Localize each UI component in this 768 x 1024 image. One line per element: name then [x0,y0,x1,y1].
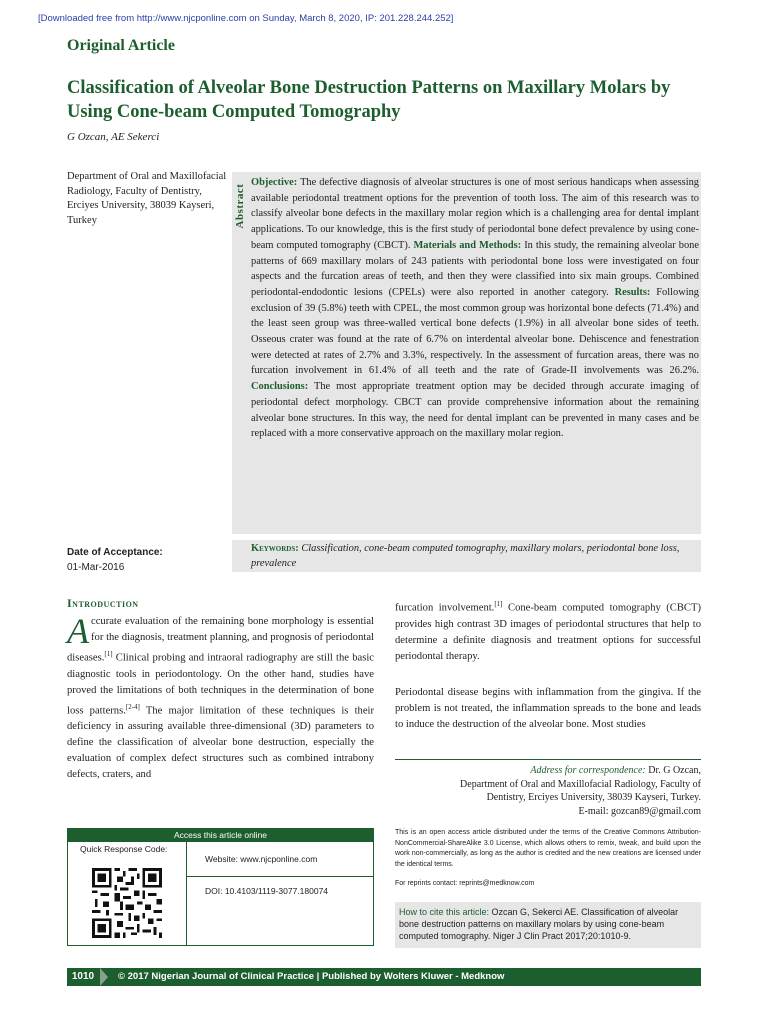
cite-label: How to cite this article: [399,907,490,917]
methods-text: In this study, the remaining alveolar bone patterns of 669 maxillary molars of 243 patients with periodontal bone loss were investigated on four aspects and the furcation areas of teeth, and then they were classified into six main groups. Combined periodontal-endodontic lesions (CPELs) were also reported in another category. [251,239,699,298]
correspondence-line1: Department of Oral and Maxillofacial Radiology, Faculty of [460,778,701,790]
objective-text: The defective diagnosis of alveolar structures is one of most serious handicaps when assessing available periodontal treatment options for the prevention of tooth loss. The aim of this research was to classify alveolar bone defects in the maxillary molar region which is a challenging area for dental implant applications. To our knowledge, this is the first study of periodontal bone defect prevalence by using cone-beam computed tomography (CBCT). [251,177,699,251]
abstract-tab [232,172,248,244]
ref-3[interactable]: [1] [494,600,503,608]
introduction-heading: Introduction [67,596,139,610]
intro-text-2: Clinical probing and intraoral radiography are still the basic diagnostic tools in periodontology. On the other hand, studies have proved the limitations of both techniques in the determination of bone loss patterns. [67,652,374,717]
correspondence-label: Address for correspondence: [530,765,646,776]
download-banner: [Downloaded free from http://www.njcponline.com on Sunday, March 8, 2020, IP: 201.228.244.252] [38,13,454,24]
keywords-text: Classification, cone-beam computed tomography, maxillary molars, periodontal bone loss, prevalence [251,543,680,569]
results-text: Following exclusion of 39 (5.8%) teeth with CPEL, the most common group was horizontal bone defects (71.4%) and the least seen group was three-walled vertical bone defects (1.9%) in all alveolar bone sides of teeth. Osseous crater was found at the rate of 6.7% on interdental alveolar bone. Dehiscence and fenestration were detected at rates of 2.7% and 3.3%, respectively. In the assessment of furcation areas, there was no furcation involvement in 61.4% of all teeth and the rate of Grade-II involvements was 26.2%. [251,286,699,377]
qr-label: Quick Response Code: [80,844,168,854]
intro-right-para-2: Periodontal disease begins with inflammation from the gingiva. If the problem is not treated, the inflammation spreads to the bone and leads to induce the destruction of the alveolar bone. Most studies [395,687,701,730]
keywords-label: Keywords: [251,543,299,554]
correspondence-name: Dr. G Ozcan, [648,765,701,776]
qr-code-icon[interactable] [92,868,162,938]
affiliation: Department of Oral and Maxillofacial Radiology, Faculty of Dentistry, Erciyes University, 38039 Kayseri, Turkey [67,171,227,226]
reprints-text: For reprints contact: reprints@medknow.com [395,880,535,887]
ref-2[interactable]: [2-4] [125,702,140,711]
authors: G Ozcan, AE Sekerci [67,131,160,143]
access-heading: Access this article online [67,828,374,842]
methods-label: Materials and Methods: [413,239,522,251]
cite-text [399,906,699,942]
intro-text-4: furcation involvement. [395,602,495,614]
ref-1[interactable]: [1] [104,650,113,658]
drop-cap: A [67,611,89,651]
page-number: 1010 [71,971,95,982]
footer-arrow-icon [100,968,108,986]
keywords [251,542,699,571]
footer-copyright: © 2017 Nigerian Journal of Clinical Practice | Published by Wolters Kluwer - Medknow [118,971,505,982]
intro-left-column [67,611,374,783]
doi-link[interactable]: DOI: 10.4103/1119-3077.180074 [205,886,329,896]
acceptance-label: Date of Acceptance: [67,547,163,558]
website-link[interactable]: Website: www.njcponline.com [205,854,318,864]
abstract-text [251,175,699,442]
results-label: Results: [614,286,651,298]
cite-body: Ozcan G, Sekerci AE. Classification of alveolar bone destruction patterns on maxillary molars by using cone-beam computed tomography. Niger J Clin Pract 2017;20:1010-9. [399,907,679,941]
intro-text-3: The major limitation of these techniques is their deficiency in assuring available three-dimensional (3D) parameters to define the classification of alveolar bone destruction, especially the evaluation of complex defect structures such as combined intrabony defects, craters, and [67,705,374,781]
correspondence-divider [395,759,701,760]
objective-label: Objective: [251,177,298,188]
conclusions-text: The most appropriate treatment option may be decided through accurate imaging of periodontal defect morphology. CBCT can provide comprehensive information about the remaining alveolar bone structures. In this way, the need for dental implant can be prevented in many cases and be replaced with a more conservative approach on the maxillary molar region. [251,381,699,440]
acceptance-date: 01-Mar-2016 [67,562,125,573]
access-divider-vertical [186,842,187,946]
intro-text-5: Cone-beam computed tomography (CBCT) provides high contrast 3D images of periodontal structures that help to determine a definite diagnosis and treatment options for successful periodontal therapy. [395,602,701,662]
intro-right-para-1 [395,596,701,665]
license-text: This is an open access article distributed under the terms of the Creative Commons Attribution-NonCommercial-ShareAlike 3.0 License, which allows others to remix, tweak, and build upon the work non-commercially, as long as the author is credited and the new creations are licensed under the identical terms. [395,829,701,868]
article-title: Classification of Alveolar Bone Destruction Patterns on Maxillary Molars by Using Cone-beam Computed Tomography [67,78,671,122]
correspondence-email[interactable]: E-mail: gozcan89@gmail.com [578,805,701,817]
abstract-tab-label: Abstract [234,183,246,229]
access-divider-horizontal [186,876,374,877]
conclusions-label: Conclusions: [251,381,309,393]
article-type: Original Article [67,37,175,54]
correspondence-line2: Dentistry, Erciyes University, 38039 Kayseri, Turkey. [486,792,701,803]
intro-text-1: ccurate evaluation of the remaining bone morphology is essential for the diagnosis, treatment planning, and prognosis of periodontal diseases. [67,616,374,664]
correspondence [395,764,701,818]
